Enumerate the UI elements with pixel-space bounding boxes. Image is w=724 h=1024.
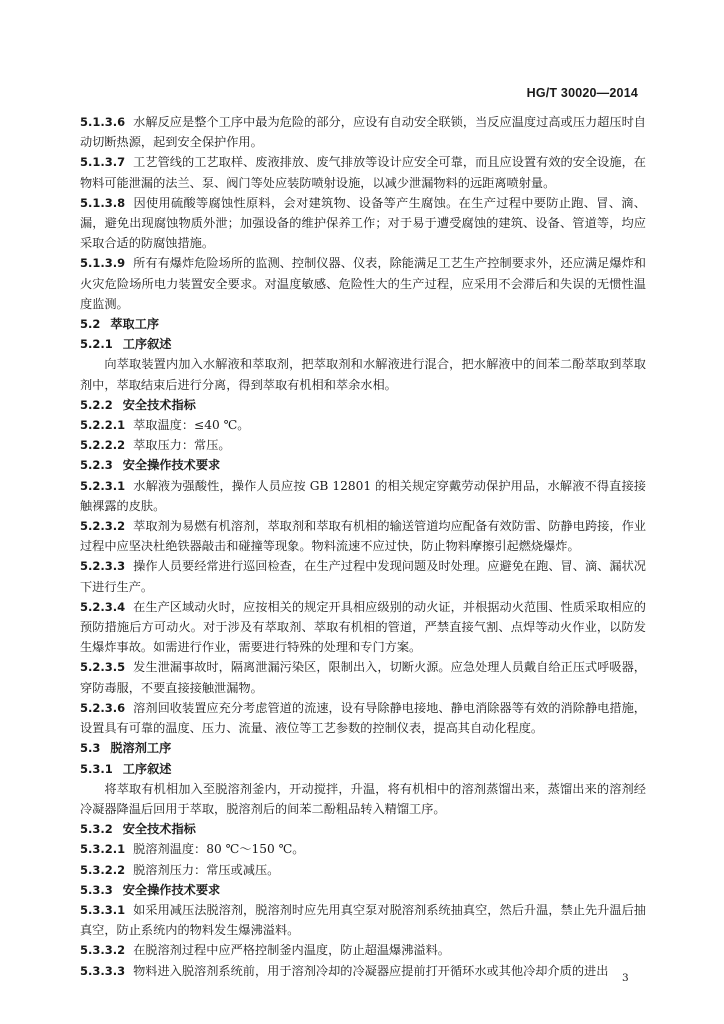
section-title: 萃取工序 [110,317,160,332]
clause-number: 5.2.3.3 [80,559,126,574]
clause-paragraph [80,476,646,516]
clause-text: 脱溶剂温度：80 ℃～150 ℃。 [133,842,305,857]
section-number: 5.2.1 [80,337,113,352]
clause-paragraph [80,839,646,859]
clause-paragraph [80,556,646,596]
clause-number: 5.1.3.7 [80,155,126,170]
clause-number: 5.3.3.3 [80,963,126,978]
clause-paragraph [80,860,646,880]
section-number: 5.2.3 [80,458,113,473]
clause-number: 5.2.3.4 [80,599,126,614]
clause-text: 水解液为强酸性，操作人员应按 GB 12801 的相关规定穿戴劳动保护用品，水解液不得直接接触裸露的皮肤。 [80,478,646,513]
clause-number: 5.2.3.2 [80,519,126,534]
clause-paragraph [80,253,646,314]
section-title: 安全操作技术要求 [122,458,221,473]
clause-number: 5.2.3.1 [80,478,126,493]
section-number: 5.2 [80,317,101,332]
section-heading [80,759,646,779]
clause-text: 工艺管线的工艺取样、废液排放、废气排放等设计应安全可靠，而且应设置有效的安全设施，在物料可能泄漏的法兰、泵、阀门等处应装防喷射设施，以减少泄漏物料的远距离喷射量。 [80,155,646,190]
section-title: 安全技术指标 [122,822,196,837]
clause-paragraph [80,597,646,658]
section-heading [80,395,646,415]
clause-text: 所有有爆炸危险场所的监测、控制仪器、仪表，除能满足工艺生产控制要求外，还应满足爆炸和火灾危险场所电力装置安全要求。对温度敏感、危险性大的生产过程，应采用不会滞后和失误的无惯性温度监测。 [80,256,646,311]
section-number: 5.3.3 [80,882,113,897]
clause-number: 5.3.2.2 [80,862,126,877]
clause-number: 5.2.2.2 [80,438,126,453]
clause-number: 5.1.3.6 [80,115,126,129]
clause-paragraph [80,900,646,940]
clause-text: 萃取剂为易燃有机溶剂，萃取剂和萃取有机相的输送管道均应配备有效防雷、防静电跨接，作业过程中应坚决杜绝铁器敲击和碰撞等现象。物料流速不应过快，防止物料摩擦引起燃烧爆炸。 [80,519,646,554]
body-paragraph: 向萃取装置内加入水解液和萃取剂，把萃取剂和水解液进行混合，把水解液中的间苯二酚萃取到萃取剂中，萃取结束后进行分离，得到萃取有机相和萃余水相。 [80,357,646,392]
section-heading [80,819,646,839]
section-heading [80,738,646,758]
clause-paragraph [80,961,646,981]
section-title: 工序叙述 [122,337,172,352]
clause-paragraph [80,516,646,556]
page-header-code: HG/T 30020—2014 [526,86,638,100]
clause-text: 溶剂回收装置应充分考虑管道的流速，设有导除静电接地、静电消除器等有效的消除静电措施，设置具有可靠的温度、压力、流量、液位等工艺参数的控制仪表，提高其自动化程度。 [80,700,646,736]
section-heading [80,334,646,354]
clause-paragraph [80,435,646,455]
document-body [80,112,646,981]
clause-text: 萃取温度：≤40 ℃。 [133,418,250,433]
section-number: 5.3 [80,741,101,756]
clause-text: 发生泄漏事故时，隔离泄漏污染区，限制出入，切断火源。应急处理人员戴自给正压式呼吸器，穿防毒服，不要直接接触泄漏物。 [80,660,646,695]
clause-text: 在生产区域动火时，应按相关的规定开具相应级别的动火证，并根据动火范围、性质采取相应的预防措施后方可动火。对于涉及有萃取剂、萃取有机相的管道，严禁直接气割、点焊等动火作业，以防发生爆炸事故。如需进行作业，需要进行特殊的处理和专门方案。 [80,599,646,655]
clause-paragraph [80,657,646,697]
page-number: 3 [622,972,629,984]
clause-number: 5.3.2.1 [80,842,126,857]
section-number: 5.3.1 [80,761,113,776]
clause-number: 5.2.2.1 [80,418,126,433]
clause-paragraph [80,152,646,192]
body-paragraph: 将萃取有机相加入至脱溶剂釜内，开动搅拌，升温，将有机相中的溶剂蒸馏出来，蒸馏出来的溶剂经冷凝器降温后回用于萃取，脱溶剂后的间苯二酚粗品转入精馏工序。 [80,781,646,816]
clause-text: 因使用硫酸等腐蚀性原料，会对建筑物、设备等产生腐蚀。在生产过程中要防止跑、冒、滴、漏，避免出现腐蚀物质外泄；加强设备的维护保养工作；对于易于遭受腐蚀的建筑、设备、管道等，均应采取合适的防腐蚀措施。 [80,195,646,251]
clause-text: 如采用减压法脱溶剂，脱溶剂时应先用真空泵对脱溶剂系统抽真空，然后升温，禁止先升温后抽真空，防止系统内的物料发生爆沸溢料。 [80,902,646,938]
section-heading [80,455,646,475]
clause-number: 5.1.3.9 [80,256,126,271]
section-heading [80,880,646,900]
section-number: 5.2.2 [80,397,113,412]
clause-number: 5.3.3.2 [80,943,126,958]
clause-number: 5.2.3.6 [80,700,126,715]
clause-paragraph [80,112,646,152]
clause-text: 水解反应是整个工序中最为危险的部分，应设有自动安全联锁，当反应温度过高或压力超压时自动切断热源，起到安全保护作用。 [80,115,646,150]
clause-number: 5.2.3.5 [80,660,126,675]
section-title: 安全技术指标 [122,397,196,412]
clause-paragraph [80,415,646,435]
clause-paragraph [80,193,646,254]
clause-text: 操作人员要经常进行巡回检查，在生产过程中发现问题及时处理。应避免在跑、冒、滴、漏状况下进行生产。 [80,559,646,594]
section-title: 工序叙述 [122,761,172,776]
clause-text: 脱溶剂压力：常压或减压。 [133,862,280,877]
clause-text: 物料进入脱溶剂系统前，用于溶剂冷却的冷凝器应提前打开循环水或其他冷却介质的进出 [133,963,609,978]
clause-paragraph [80,940,646,960]
section-title: 脱溶剂工序 [110,741,172,756]
clause-text: 萃取压力：常压。 [133,438,231,453]
section-number: 5.3.2 [80,822,113,837]
section-title: 安全操作技术要求 [122,882,221,897]
clause-number: 5.1.3.8 [80,195,126,210]
section-heading [80,314,646,334]
clause-text: 在脱溶剂过程中应严格控制釜内温度，防止超温爆沸溢料。 [133,943,450,958]
clause-number: 5.3.3.1 [80,902,126,917]
clause-paragraph [80,698,646,738]
